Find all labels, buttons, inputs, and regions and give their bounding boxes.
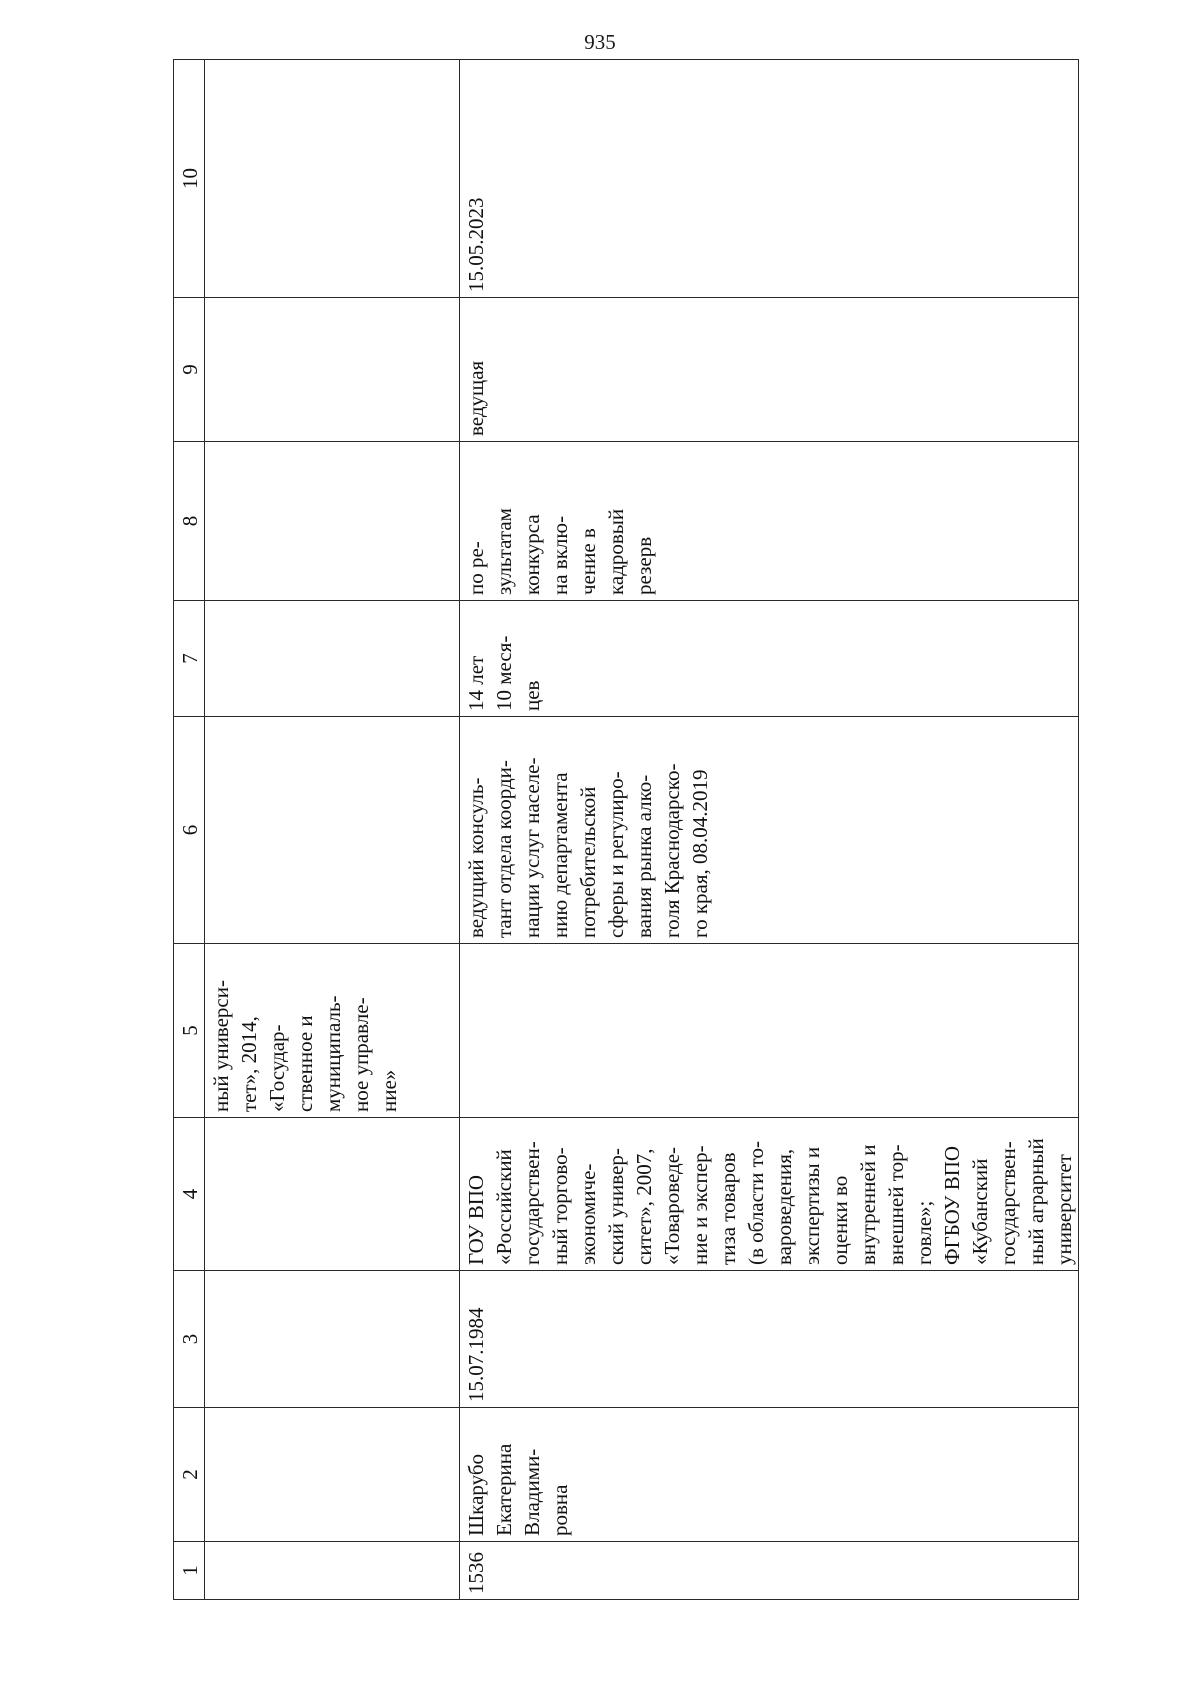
education-cell: ГОУ ВПО «Российский государствен- ный торгово- экономиче- ский универ- ситет», 2007, «Товароведе- ние и экспер- тиза товаров (в области то- вароведения, экспертизы и оценки во внутренней и внешней тор- говле»; ФГБОУ ВПО «Кубанский государствен- ный аграрный университет — [460, 1118, 1079, 1271]
column-number: 4 — [174, 1118, 205, 1271]
experience-cell: 14 лет 10 меся- цев — [460, 601, 1079, 717]
column-number: 6 — [174, 717, 205, 944]
table-cell — [205, 60, 460, 298]
column-number: 1 — [174, 1542, 205, 1600]
position-cell: ведущий консуль- тант отдела коорди- нации услуг населе- нию департамента потребительской сферы и регулиро- вания рынка алко- голя Краснодарско- го края, 08.04.2019 — [460, 717, 1079, 944]
basis-cell: по ре- зультатам конкурса на вклю- чение в кадровый резерв — [460, 442, 1079, 601]
rotated-table-wrapper — [173, 60, 1076, 1600]
column-number: 10 — [174, 60, 205, 298]
column-number: 5 — [174, 944, 205, 1118]
full-name-cell: Шкарубо Екатерина Владими- ровна — [460, 1408, 1079, 1542]
continued-education-cell: ный универси- тет», 2014, «Государ- ственное и муниципаль- ное управле- ние» — [205, 944, 460, 1118]
record-number-cell: 1536 — [460, 1542, 1079, 1600]
education-continued-cell — [460, 944, 1079, 1118]
table-row — [460, 60, 1079, 1600]
table-cell — [205, 717, 460, 944]
table-cell — [205, 601, 460, 717]
position-group-cell: ведущая — [460, 298, 1079, 442]
column-number: 3 — [174, 1271, 205, 1408]
inclusion-date-cell: 15.05.2023 — [460, 60, 1079, 298]
page-number: 935 — [584, 30, 616, 54]
column-number-row — [174, 60, 205, 1600]
column-number: 9 — [174, 298, 205, 442]
column-number: 8 — [174, 442, 205, 601]
column-number: 7 — [174, 601, 205, 717]
table-cell — [205, 298, 460, 442]
table-cell — [205, 442, 460, 601]
birth-date-cell: 15.07.1984 — [460, 1271, 1079, 1408]
table-cell — [205, 1118, 460, 1271]
column-number: 2 — [174, 1408, 205, 1542]
table-cell — [205, 1542, 460, 1600]
continuation-row — [205, 60, 460, 1600]
table-cell — [205, 1408, 460, 1542]
table-cell — [205, 1271, 460, 1408]
personnel-reserve-table — [173, 59, 1079, 1600]
